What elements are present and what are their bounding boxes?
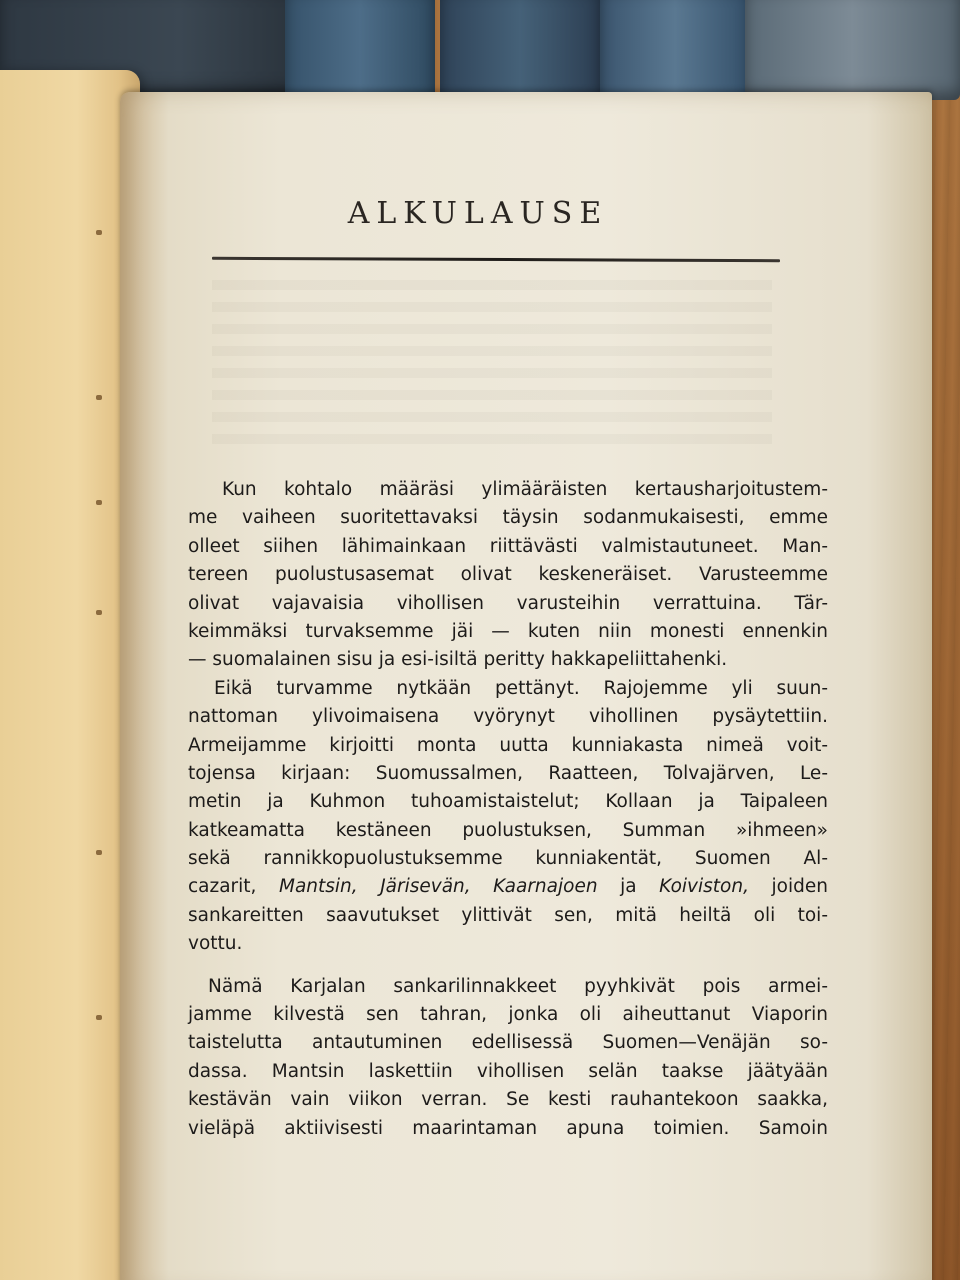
page-heading: ALKULAUSE — [347, 196, 609, 231]
text-line: vottu. — [188, 933, 243, 955]
text-line: sekä rannikkopuolustuksemme kunniakentät, Suomen Al- — [188, 848, 828, 870]
left-page — [0, 70, 140, 1280]
text-line: nattoman ylivoimaisena vyörynyt vihollinen pysäytettiin. — [188, 706, 828, 728]
paragraph-3 — [188, 973, 828, 1143]
text-line: taistelutta antautuminen edellisessä Suomen—Venäjän so- — [188, 1032, 828, 1054]
binding-stitch — [96, 850, 102, 855]
text-line: jamme kilvestä sen tahran, jonka oli aiheuttanut Viaporin — [188, 1004, 828, 1026]
paragraph-gap — [188, 959, 828, 973]
paragraph-2 — [188, 675, 828, 959]
binding-stitch — [96, 500, 102, 505]
text-line-mixed — [188, 873, 828, 901]
text-line: olleet siihen lähimainkaan riittävästi valmistautuneet. Man- — [188, 535, 828, 557]
text-line: tojensa kirjaan: Suomussalmen, Raatteen, Tolvajärven, Le- — [188, 762, 828, 784]
text-line: metin ja Kuhmon tuhoamistaistelut; Kollaan ja Taipaleen — [188, 791, 828, 813]
text-line: dassa. Mantsin laskettiin vihollisen selän taakse jäätyään — [188, 1060, 828, 1082]
text-line: Eikä turvamme nytkään pettänyt. Rajojemme yli suun- — [214, 677, 828, 699]
text-line: tereen puolustusasemat olivat keskeneräiset. Varusteemme — [188, 564, 828, 586]
paragraph-1 — [188, 476, 828, 675]
binding-stitch — [96, 610, 102, 615]
binding-stitch — [96, 1015, 102, 1020]
text-line: keimmäksi turvaksemme jäi — kuten niin monesti ennenkin — [188, 620, 828, 642]
body-text — [188, 476, 828, 1143]
binding-stitch — [96, 395, 102, 400]
text-segment: ja — [597, 876, 660, 898]
text-line: Nämä Karjalan sankarilinnakkeet pyyhkivät pois armei- — [208, 975, 828, 997]
text-line: Kun kohtalo määräsi ylimääräisten kertausharjoitustem- — [222, 479, 828, 500]
text-line: Armeijamme kirjoitti monta uutta kunniakasta nimeä voit- — [188, 734, 828, 756]
text-line: kestävän vain viikon verran. Se kesti rauhantekoon saakka, — [188, 1089, 828, 1111]
text-line: me vaiheen suoritettavaksi täysin sodanmukaisesti, emme — [188, 507, 828, 529]
text-line: katkeamatta kestäneen puolustuksen, Summan »ihmeen» — [188, 819, 828, 841]
italic-place-name: Koiviston, — [659, 876, 749, 898]
text-segment: cazarit, — [188, 876, 279, 898]
italic-place-names: Mantsin, Järisevän, Kaarnajoen — [278, 876, 598, 898]
text-line: olivat vajavaisia vihollisen varusteihin verrattuina. Tär- — [188, 592, 828, 614]
show-through-text — [212, 280, 772, 450]
book-spine — [745, 0, 960, 100]
text-line: — suomalainen sisu ja esi-isiltä peritty hakkapeliittahenki. — [188, 649, 728, 671]
text-segment: joiden — [748, 876, 828, 898]
text-line: sankareitten saavutukset ylittivät sen, mitä heiltä oli toi- — [188, 904, 828, 926]
text-line: vieläpä aktiivisesti maarintaman apuna toimien. Samoin — [188, 1117, 828, 1139]
binding-stitch — [96, 230, 102, 235]
